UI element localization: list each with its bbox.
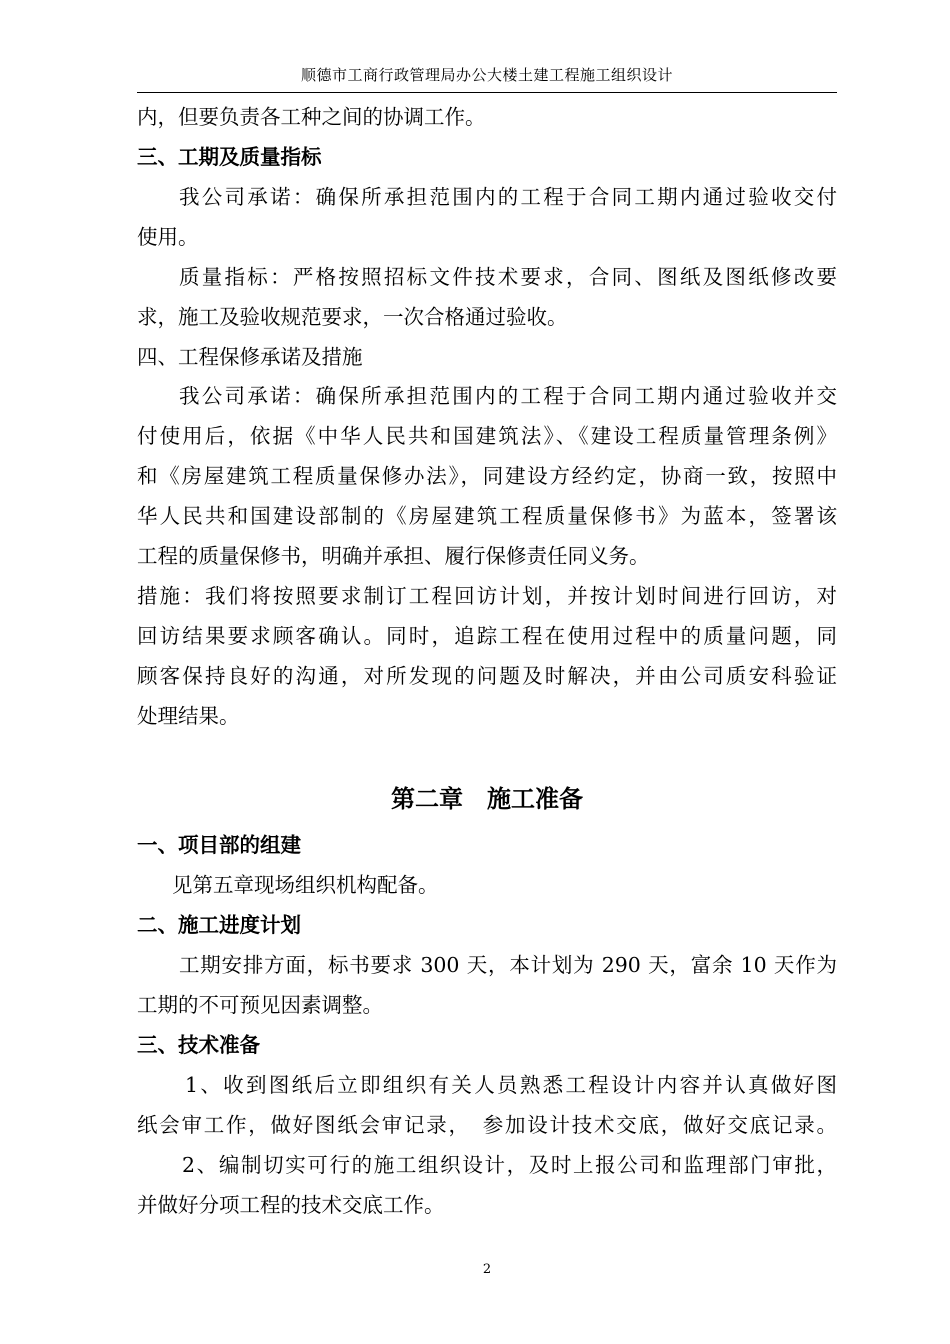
chapter-title: 第二章 施工准备: [391, 784, 583, 813]
paragraph-line: 使用。: [137, 225, 199, 249]
paragraph-line: 工程的质量保修书，明确并承担、履行保修责任同义务。: [137, 544, 650, 568]
paragraph-line: 我公司承诺：确保所承担范围内的工程于合同工期内通过验收并交: [179, 384, 837, 408]
paragraph-line: 纸会审工作，做好图纸会审记录， 参加设计技术交底，做好交底记录。: [137, 1113, 837, 1137]
page-header-title: 顺德市工商行政管理局办公大楼土建工程施工组织设计: [300, 66, 673, 84]
paragraph-line: 处理结果。: [137, 704, 240, 728]
paragraph-line: 回访结果要求顾客确认。同时，追踪工程在使用过程中的质量问题，同: [137, 624, 837, 648]
section-heading-technical-prep: 三、技术准备: [137, 1033, 260, 1057]
section-heading-progress-plan: 二、施工进度计划: [137, 913, 301, 937]
paragraph-line: 并做好分项工程的技术交底工作。: [137, 1193, 445, 1217]
header-rule: [137, 92, 837, 93]
paragraph-line: 见第五章现场组织机构配备。: [172, 873, 439, 897]
paragraph-line: 顾客保持良好的沟通，对所发现的问题及时解决，并由公司质安科验证: [137, 664, 837, 688]
paragraph-line: 华人民共和国建设部制的《房屋建筑工程质量保修书》为蓝本，签署该: [137, 504, 837, 528]
paragraph-line: 求，施工及验收规范要求，一次合格通过验收。: [137, 305, 568, 329]
paragraph-line: 质量指标：严格按照招标文件技术要求，合同、图纸及图纸修改要: [179, 265, 837, 289]
paragraph-line: 我公司承诺：确保所承担范围内的工程于合同工期内通过验收交付: [179, 185, 837, 209]
paragraph-line: 措施：我们将按照要求制订工程回访计划，并按计划时间进行回访，对: [137, 584, 837, 608]
paragraph-line: 工期的不可预见因素调整。: [137, 993, 383, 1017]
paragraph-line: 内，但要负责各工种之间的协调工作。: [137, 105, 486, 129]
section-heading-warranty: 四、工程保修承诺及措施: [137, 345, 363, 369]
paragraph-line: 工期安排方面，标书要求 300 天，本计划为 290 天，富余 10 天作为: [179, 953, 837, 977]
paragraph-line: 和《房屋建筑工程质量保修办法》，同建设方经约定，协商一致，按照中: [137, 464, 837, 488]
section-heading-project-team: 一、项目部的组建: [137, 833, 301, 857]
paragraph-line: 付使用后，依据《中华人民共和国建筑法》、《建设工程质量管理条例》: [137, 424, 837, 448]
page-number: 2: [482, 1262, 492, 1277]
paragraph-line: 1、收到图纸后立即组织有关人员熟悉工程设计内容并认真做好图: [185, 1073, 837, 1097]
paragraph-line: 2、编制切实可行的施工组织设计，及时上报公司和监理部门审批，: [182, 1153, 837, 1177]
section-heading-schedule-quality: 三、工期及质量指标: [137, 145, 322, 169]
